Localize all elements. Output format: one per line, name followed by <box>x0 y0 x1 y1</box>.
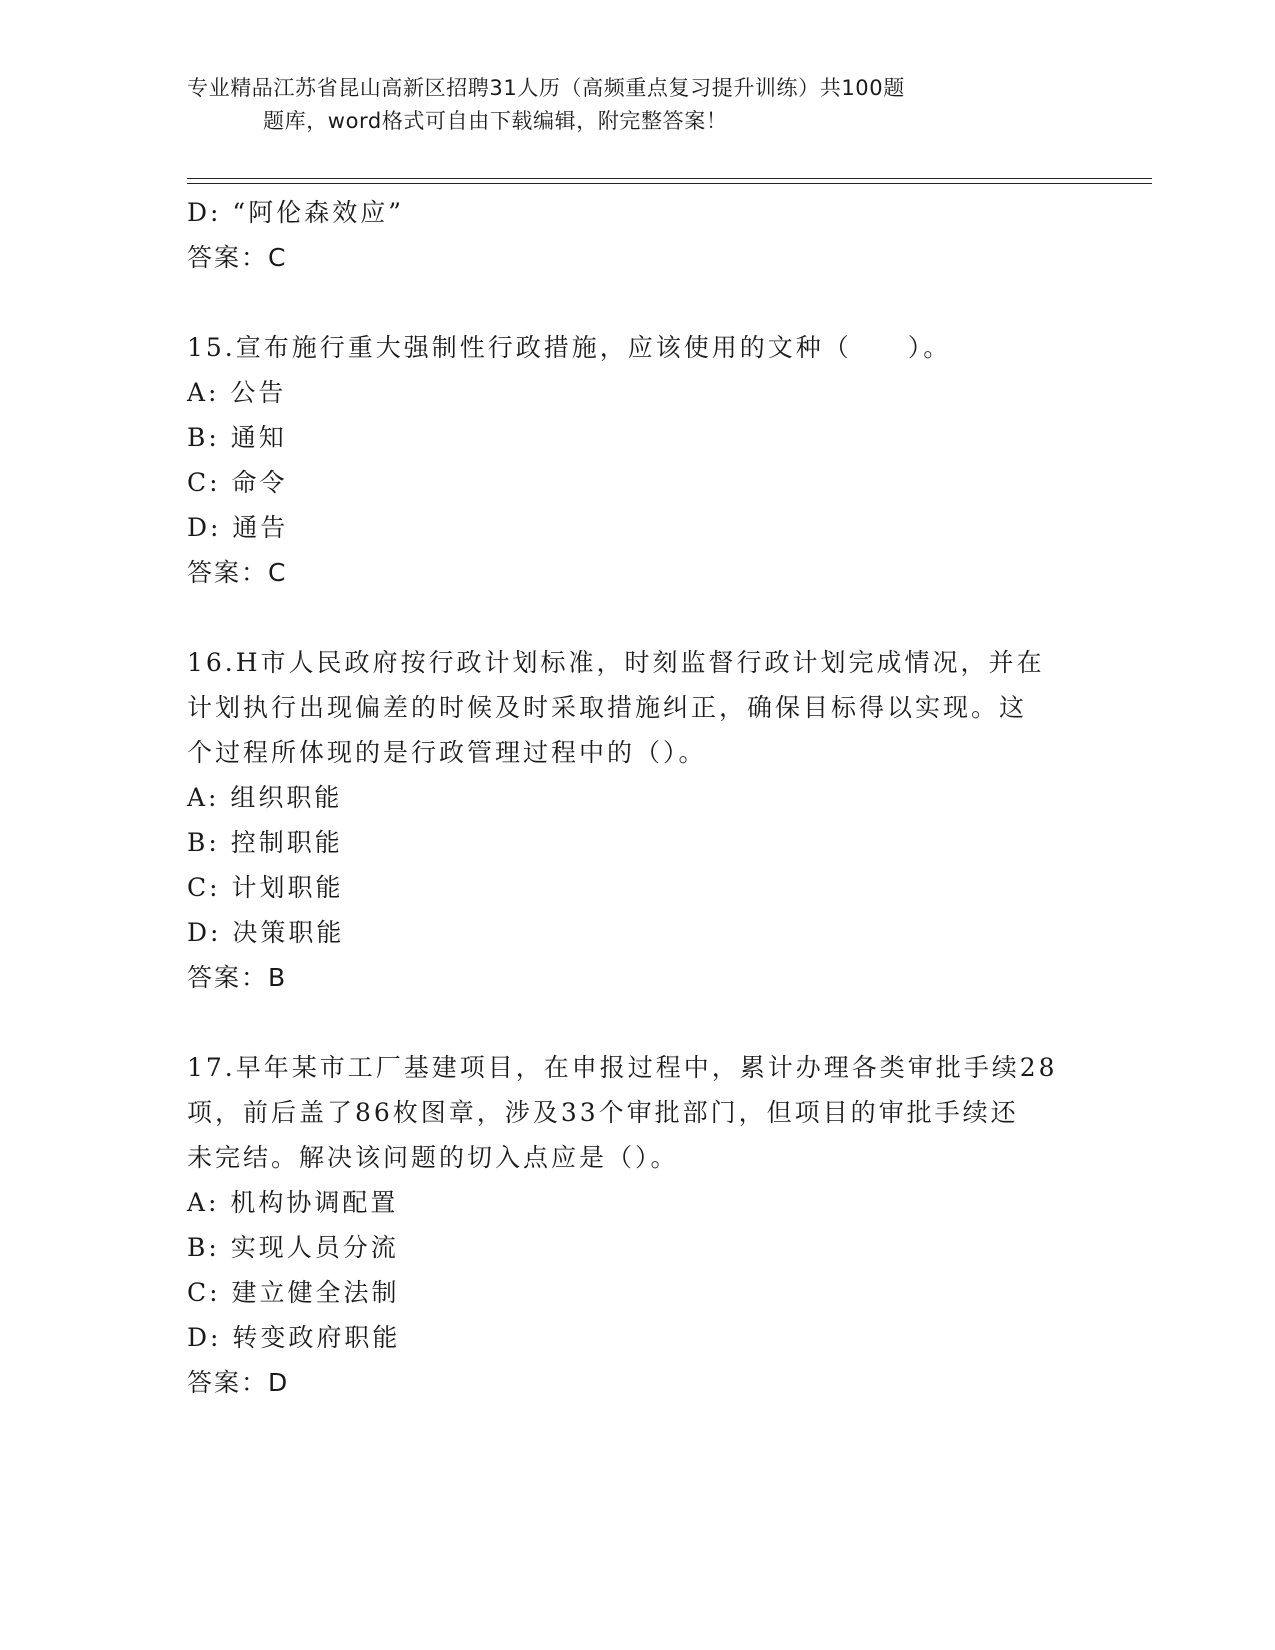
question-text: 17.早年某市工厂基建项目，在申报过程中，累计办理各类审批手续28 <box>187 1053 1058 1082</box>
spacer <box>187 280 1087 325</box>
prev-option-d: D: “阿伦森效应” <box>187 198 404 227</box>
option-a: A: 机构协调配置 <box>187 1188 399 1217</box>
question-text: 16.H市人民政府按行政计划标准，时刻监督行政计划完成情况，并在 <box>187 648 1045 677</box>
question-list <box>187 190 1087 1405</box>
document-header <box>187 72 1067 138</box>
option-b: B: 实现人员分流 <box>187 1233 399 1262</box>
header-title-line-2: 题库，word格式可自由下载编辑，附完整答案！ <box>263 109 728 133</box>
option-a: A: 组织职能 <box>187 783 343 812</box>
spacer <box>187 595 1087 640</box>
answer: 答案：C <box>187 558 288 587</box>
question-17 <box>187 1045 1087 1405</box>
question-text: 项，前后盖了86枚图章，涉及33个审批部门，但项目的审批手续还 <box>187 1098 1019 1127</box>
answer: 答案：B <box>187 963 288 992</box>
answer: 答案：D <box>187 1368 290 1397</box>
option-c: C: 计划职能 <box>187 873 344 902</box>
option-d: D: 通告 <box>187 513 289 542</box>
option-a: A: 公告 <box>187 378 287 407</box>
question-text: 15.宣布施行重大强制性行政措施，应该使用的文种（ ）。 <box>187 333 952 362</box>
option-d: D: 决策职能 <box>187 918 345 947</box>
header-title-line-1: 专业精品江苏省昆山高新区招聘31人历（高频重点复习提升训练）共100题 <box>187 76 905 100</box>
option-c: C: 建立健全法制 <box>187 1278 400 1307</box>
spacer <box>187 1000 1087 1045</box>
prev-answer: 答案：C <box>187 243 288 272</box>
option-c: C: 命令 <box>187 468 288 497</box>
header-divider-top <box>187 178 1152 179</box>
header-divider-bottom <box>187 183 1152 184</box>
question-16 <box>187 640 1087 1000</box>
question-text: 未完结。解决该问题的切入点应是（）。 <box>187 1143 679 1172</box>
option-d: D: 转变政府职能 <box>187 1323 401 1352</box>
question-text: 个过程所体现的是行政管理过程中的（）。 <box>187 738 707 767</box>
option-b: B: 通知 <box>187 423 287 452</box>
question-15 <box>187 325 1087 595</box>
option-b: B: 控制职能 <box>187 828 343 857</box>
question-text: 计划执行出现偏差的时候及时采取措施纠正，确保目标得以实现。这 <box>187 693 1028 722</box>
